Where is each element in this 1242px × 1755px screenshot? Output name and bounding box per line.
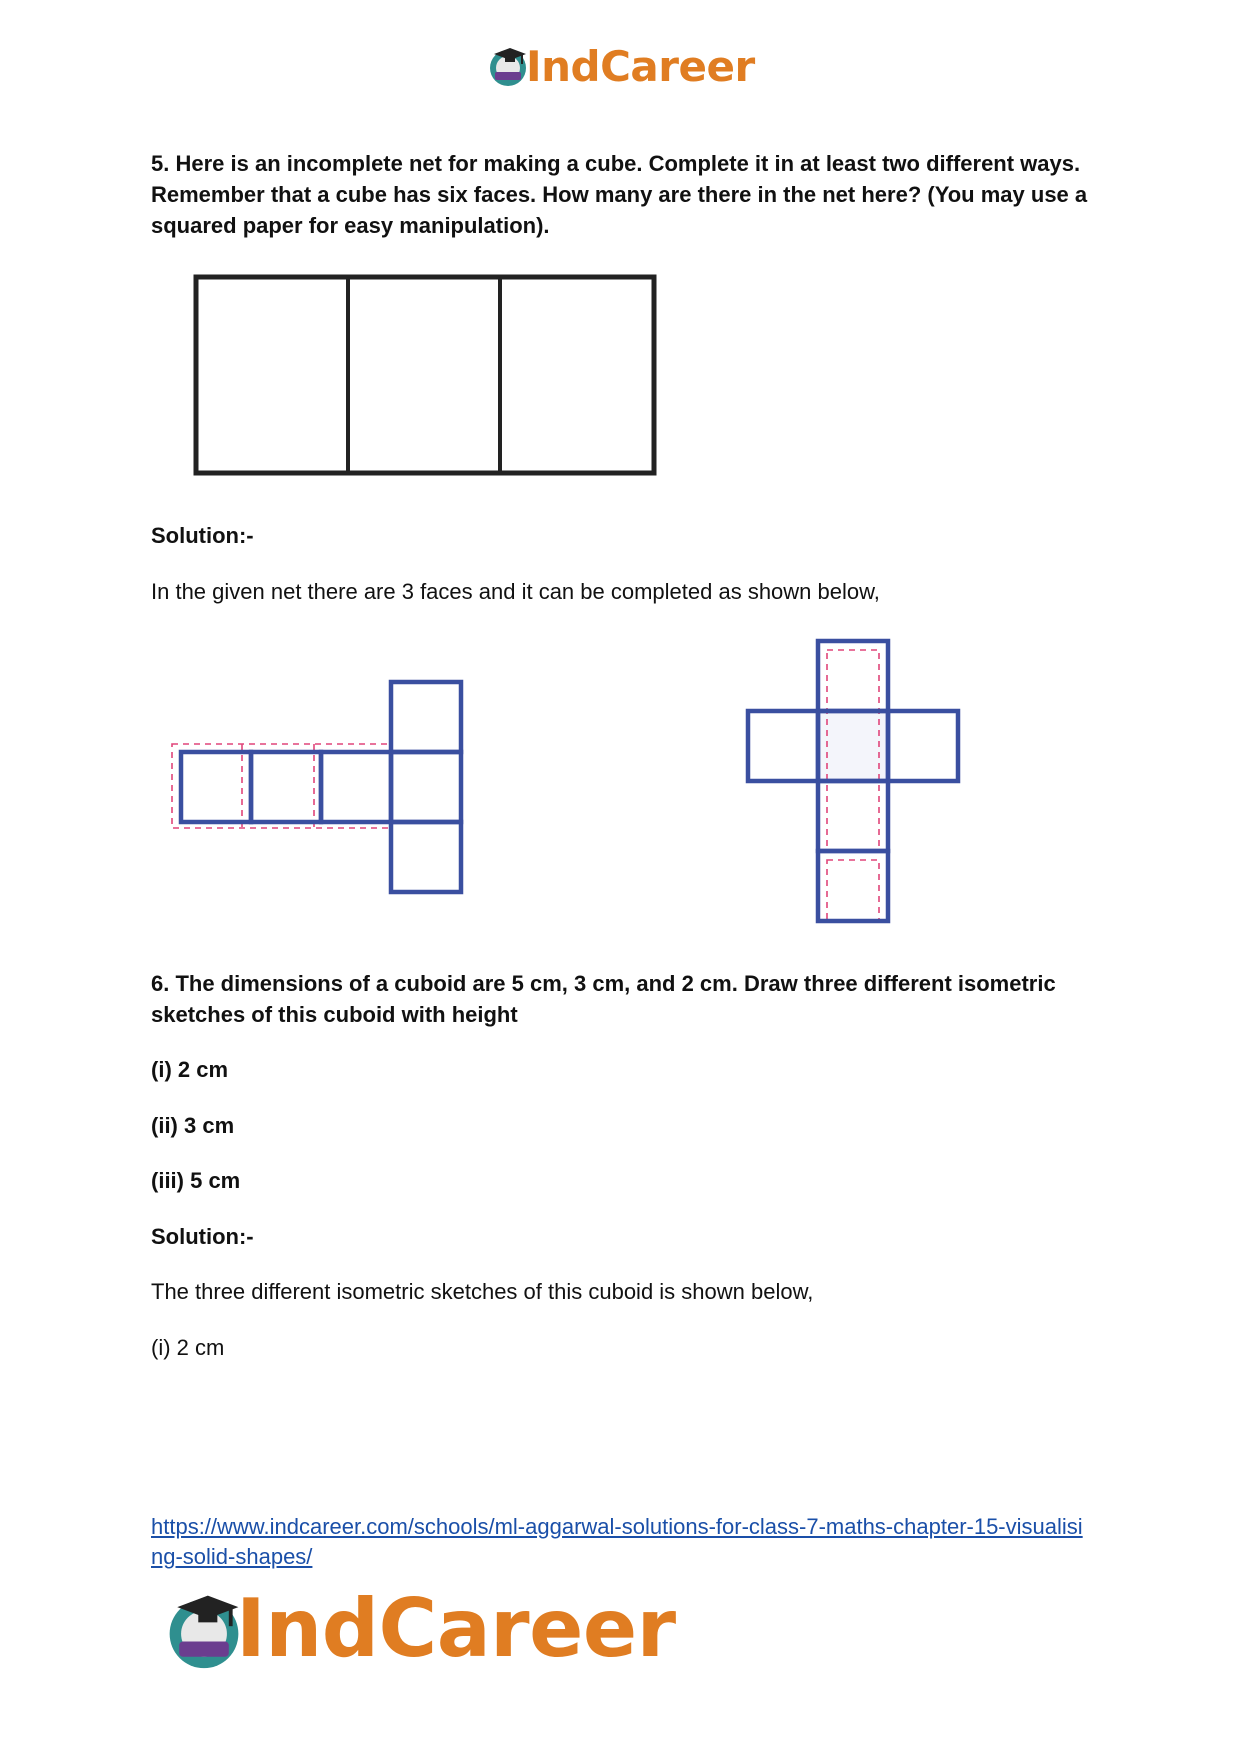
net-face [748,711,818,781]
incomplete-net-figure [190,272,660,478]
solution-text-q6: The three different isometric sketches of this cuboid is shown below, [151,1279,814,1304]
graduation-cap-logo-icon [162,1588,246,1672]
net-face [196,277,654,473]
dashed-face-outline [172,744,392,828]
question-6: 6. The dimensions of a cuboid are 5 cm, 3 cm, and 2 cm. Draw three different isometric sketches of this cuboid with height [151,971,1056,1027]
dashed-face-outline [827,860,879,920]
net-face [818,851,888,921]
net-face [888,711,958,781]
q6-option-i: (i) 2 cm [151,1057,229,1082]
net-face [391,822,461,892]
header-logo-text: IndCareer [526,42,755,91]
solution-label-q6: Solution:- [151,1224,254,1249]
graduation-cap-logo-icon [486,44,530,88]
net-face [181,752,251,822]
q6-sub-i: (i) 2 cm [151,1335,225,1360]
solution-text-q5: In the given net there are 3 faces and it can be completed as shown below, [151,579,880,604]
q6-option-ii: (ii) 3 cm [151,1113,235,1138]
solution-label-q5: Solution:- [151,523,254,548]
net-face [391,682,461,752]
completed-net-2 [745,638,967,930]
completed-net-1 [168,672,468,898]
q6-option-iii: (iii) 5 cm [151,1168,241,1193]
question-5: 5. Here is an incomplete net for making a cube. Complete it in at least two different ways. Remember that a cube has six faces. How many are there in the net here? (You may use a squared paper for easy manipulation). [151,151,1088,238]
footer-source-link[interactable]: https://www.indcareer.com/schools/ml-aggarwal-solutions-for-class-7-maths-chapter-15-visualising-solid-shapes/ [151,1514,1083,1569]
net-face [251,752,321,822]
net-face [818,641,888,711]
footer-logo-text: IndCareer [236,1582,676,1675]
net-face [321,752,391,822]
net-face [391,752,461,822]
net-face [818,781,888,851]
